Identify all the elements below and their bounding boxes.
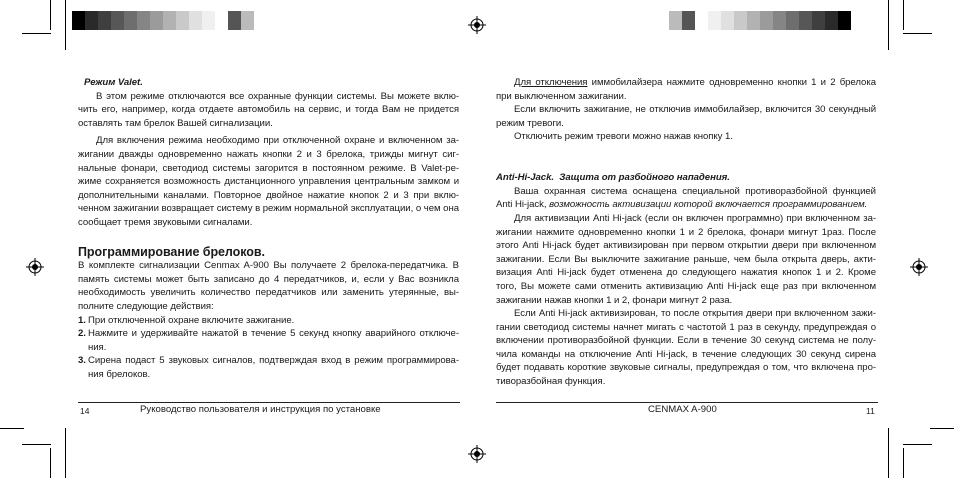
step-number: 1. bbox=[78, 314, 86, 326]
valet-paragraph-2: Для включения режима необходимо при отключенной охране и включенном за-жигании дважды одновременно нажать кнопки 2 и 3 брелока, трижды мигнут сиг-нальные фонари, светодиод системы загорится в постоянном режиме. В Valet-ре-жиме сохраняется возможность дистанционного управления центральным замком и дополнительными каналами. Повторное двойное нажатие кнопок 2 и 3 при вклю-ченном зажигании возвращает систему в режим нормальной эксплуатации, о чем она сообщает тремя звуковыми сигналами. bbox=[78, 135, 459, 228]
alarm-paragraph: Если включить зажигание, не отключив иммобилайзер, включится 30 секундный режим тревоги. bbox=[496, 104, 876, 129]
alarm-off-paragraph: Отключить режим тревоги можно нажав кнопку 1. bbox=[514, 131, 733, 143]
step-text: Нажмите и удерживайте нажатой в течение 5 секунд кнопку аварийного отключе-ния. bbox=[88, 328, 459, 353]
left-page-body bbox=[78, 76, 459, 381]
antihijack-p1-italic: возможность активизации которой включается программированием. bbox=[549, 199, 868, 211]
calibration-swatch bbox=[760, 11, 773, 30]
calibration-swatch bbox=[72, 11, 85, 30]
step-item bbox=[78, 314, 459, 328]
step-number: 3. bbox=[78, 355, 86, 367]
step-number: 2. bbox=[78, 328, 86, 340]
calibration-swatch bbox=[241, 11, 254, 30]
calibration-swatch bbox=[202, 11, 215, 30]
calibration-swatch bbox=[734, 11, 747, 30]
immobilizer-paragraph bbox=[496, 76, 876, 103]
calibration-swatch bbox=[747, 11, 760, 30]
color-calibration-strip-left bbox=[72, 11, 254, 30]
calibration-swatch bbox=[228, 11, 241, 30]
antihijack-heading bbox=[496, 171, 876, 185]
calibration-swatch bbox=[799, 11, 812, 30]
right-page-body bbox=[496, 76, 876, 389]
antihijack-paragraph-2: Для активизации Anti Hi-jack (если он включен программно) при включенном за-жигании нажмите одновременно кнопки 1 и 2 брелока, фонари мигнут 1раз. После этого Anti Hi-jack будет активизирован при первом открытии двери при включенном зажигании. Если Вы выключите зажигание раньше, чем была открыта дверь, акти-визация Anti Hi-jack будет отменена до следующего нажатия кнопок 1 и 2. Кроме того, Вы можете сами отменить активизацию Anti Hi-jack еще раз при включенном зажигании нажав кнопки 1 и 2, фонари мигнут 2 раза. bbox=[496, 212, 876, 306]
calibration-swatch bbox=[708, 11, 721, 30]
color-calibration-strip-right bbox=[669, 11, 851, 30]
calibration-swatch bbox=[695, 11, 708, 30]
left-footer-rule bbox=[78, 402, 460, 403]
step-item bbox=[78, 327, 459, 354]
calibration-swatch bbox=[163, 11, 176, 30]
antihijack-paragraph-3: Если Anti Hi-jack активизирован, то после открытия двери при включенном зажи-гании светодиод системы начнет мигать с частотой 1 раз в секунду, предупреждая о включении противоразбойной функции. Если в течение 30 секунд система не полу-чила команды на отключение Anti Hi-jack, в течение следующих 30 секунд сирена будет подавать короткие звуковые сигналы, предупреждая о том, что включена про-тиворазбойная функция. bbox=[496, 308, 876, 388]
calibration-swatch bbox=[124, 11, 137, 30]
calibration-swatch bbox=[215, 11, 228, 30]
calibration-swatch bbox=[85, 11, 98, 30]
registration-mark-right-icon bbox=[910, 258, 928, 276]
calibration-swatch bbox=[682, 11, 695, 30]
programming-title: Программирование брелоков. bbox=[78, 244, 265, 259]
left-footer-text: Руководство пользователя и инструкция по установке bbox=[140, 404, 381, 415]
calibration-swatch bbox=[111, 11, 124, 30]
calibration-swatch bbox=[189, 11, 202, 30]
registration-mark-left-icon bbox=[26, 258, 44, 276]
registration-mark-bottom-icon bbox=[468, 445, 486, 463]
calibration-swatch bbox=[176, 11, 189, 30]
calibration-swatch bbox=[773, 11, 786, 30]
calibration-swatch bbox=[825, 11, 838, 30]
valet-paragraph-1: В этом режиме отключаются все охранные функции системы. Вы можете вклю-чить его, например, когда отдаете автомобиль на сервис, и тогда Вам не придется оставлять там брелок Вашей сигнализации. bbox=[78, 90, 459, 129]
disable-rest: иммобилайзера нажмите одновременно кнопки 1 и 2 брелока при выключенном зажигании. bbox=[496, 77, 876, 102]
right-footer-rule bbox=[496, 402, 878, 403]
right-page-number: 11 bbox=[866, 406, 875, 416]
calibration-swatch bbox=[812, 11, 825, 30]
calibration-swatch bbox=[669, 11, 682, 30]
step-item bbox=[78, 354, 459, 381]
calibration-swatch bbox=[137, 11, 150, 30]
step-text: Сирена подаст 5 звуковых сигналов, подтверждая вход в режим программирова-ния брелоков. bbox=[88, 355, 459, 380]
antihijack-subtitle: Защита от разбойного нападения. bbox=[559, 172, 730, 184]
step-text: При отключенной охране включите зажигание. bbox=[88, 314, 295, 326]
calibration-swatch bbox=[98, 11, 111, 30]
programming-steps bbox=[78, 314, 459, 382]
calibration-swatch bbox=[838, 11, 851, 30]
antihijack-p1-text: Ваша охранная система оснащена специальной противоразбойной функцией Anti Hi-jack, bbox=[496, 185, 876, 211]
programming-paragraph: В комплекте сигнализации Cenmax A-900 Вы получаете 2 брелока-передатчика. В память системы может быть записано до 4 передатчиков, и, если у Вас возникла необходимость увеличить количество передатчиков или заменить утерянные, вы-полните следующие действия: bbox=[78, 260, 459, 312]
calibration-swatch bbox=[721, 11, 734, 30]
calibration-swatch bbox=[786, 11, 799, 30]
antihijack-title: Anti-Hi-Jack. bbox=[496, 172, 554, 184]
calibration-swatch bbox=[150, 11, 163, 30]
disable-underlined: Для отключения bbox=[514, 77, 588, 88]
antihijack-paragraph-1 bbox=[496, 185, 876, 212]
right-footer-text: CENMAX A-900 bbox=[648, 404, 717, 415]
registration-mark-top-icon bbox=[468, 16, 486, 34]
left-page-number: 14 bbox=[80, 406, 90, 416]
valet-title: Режим Valet. bbox=[84, 77, 143, 88]
